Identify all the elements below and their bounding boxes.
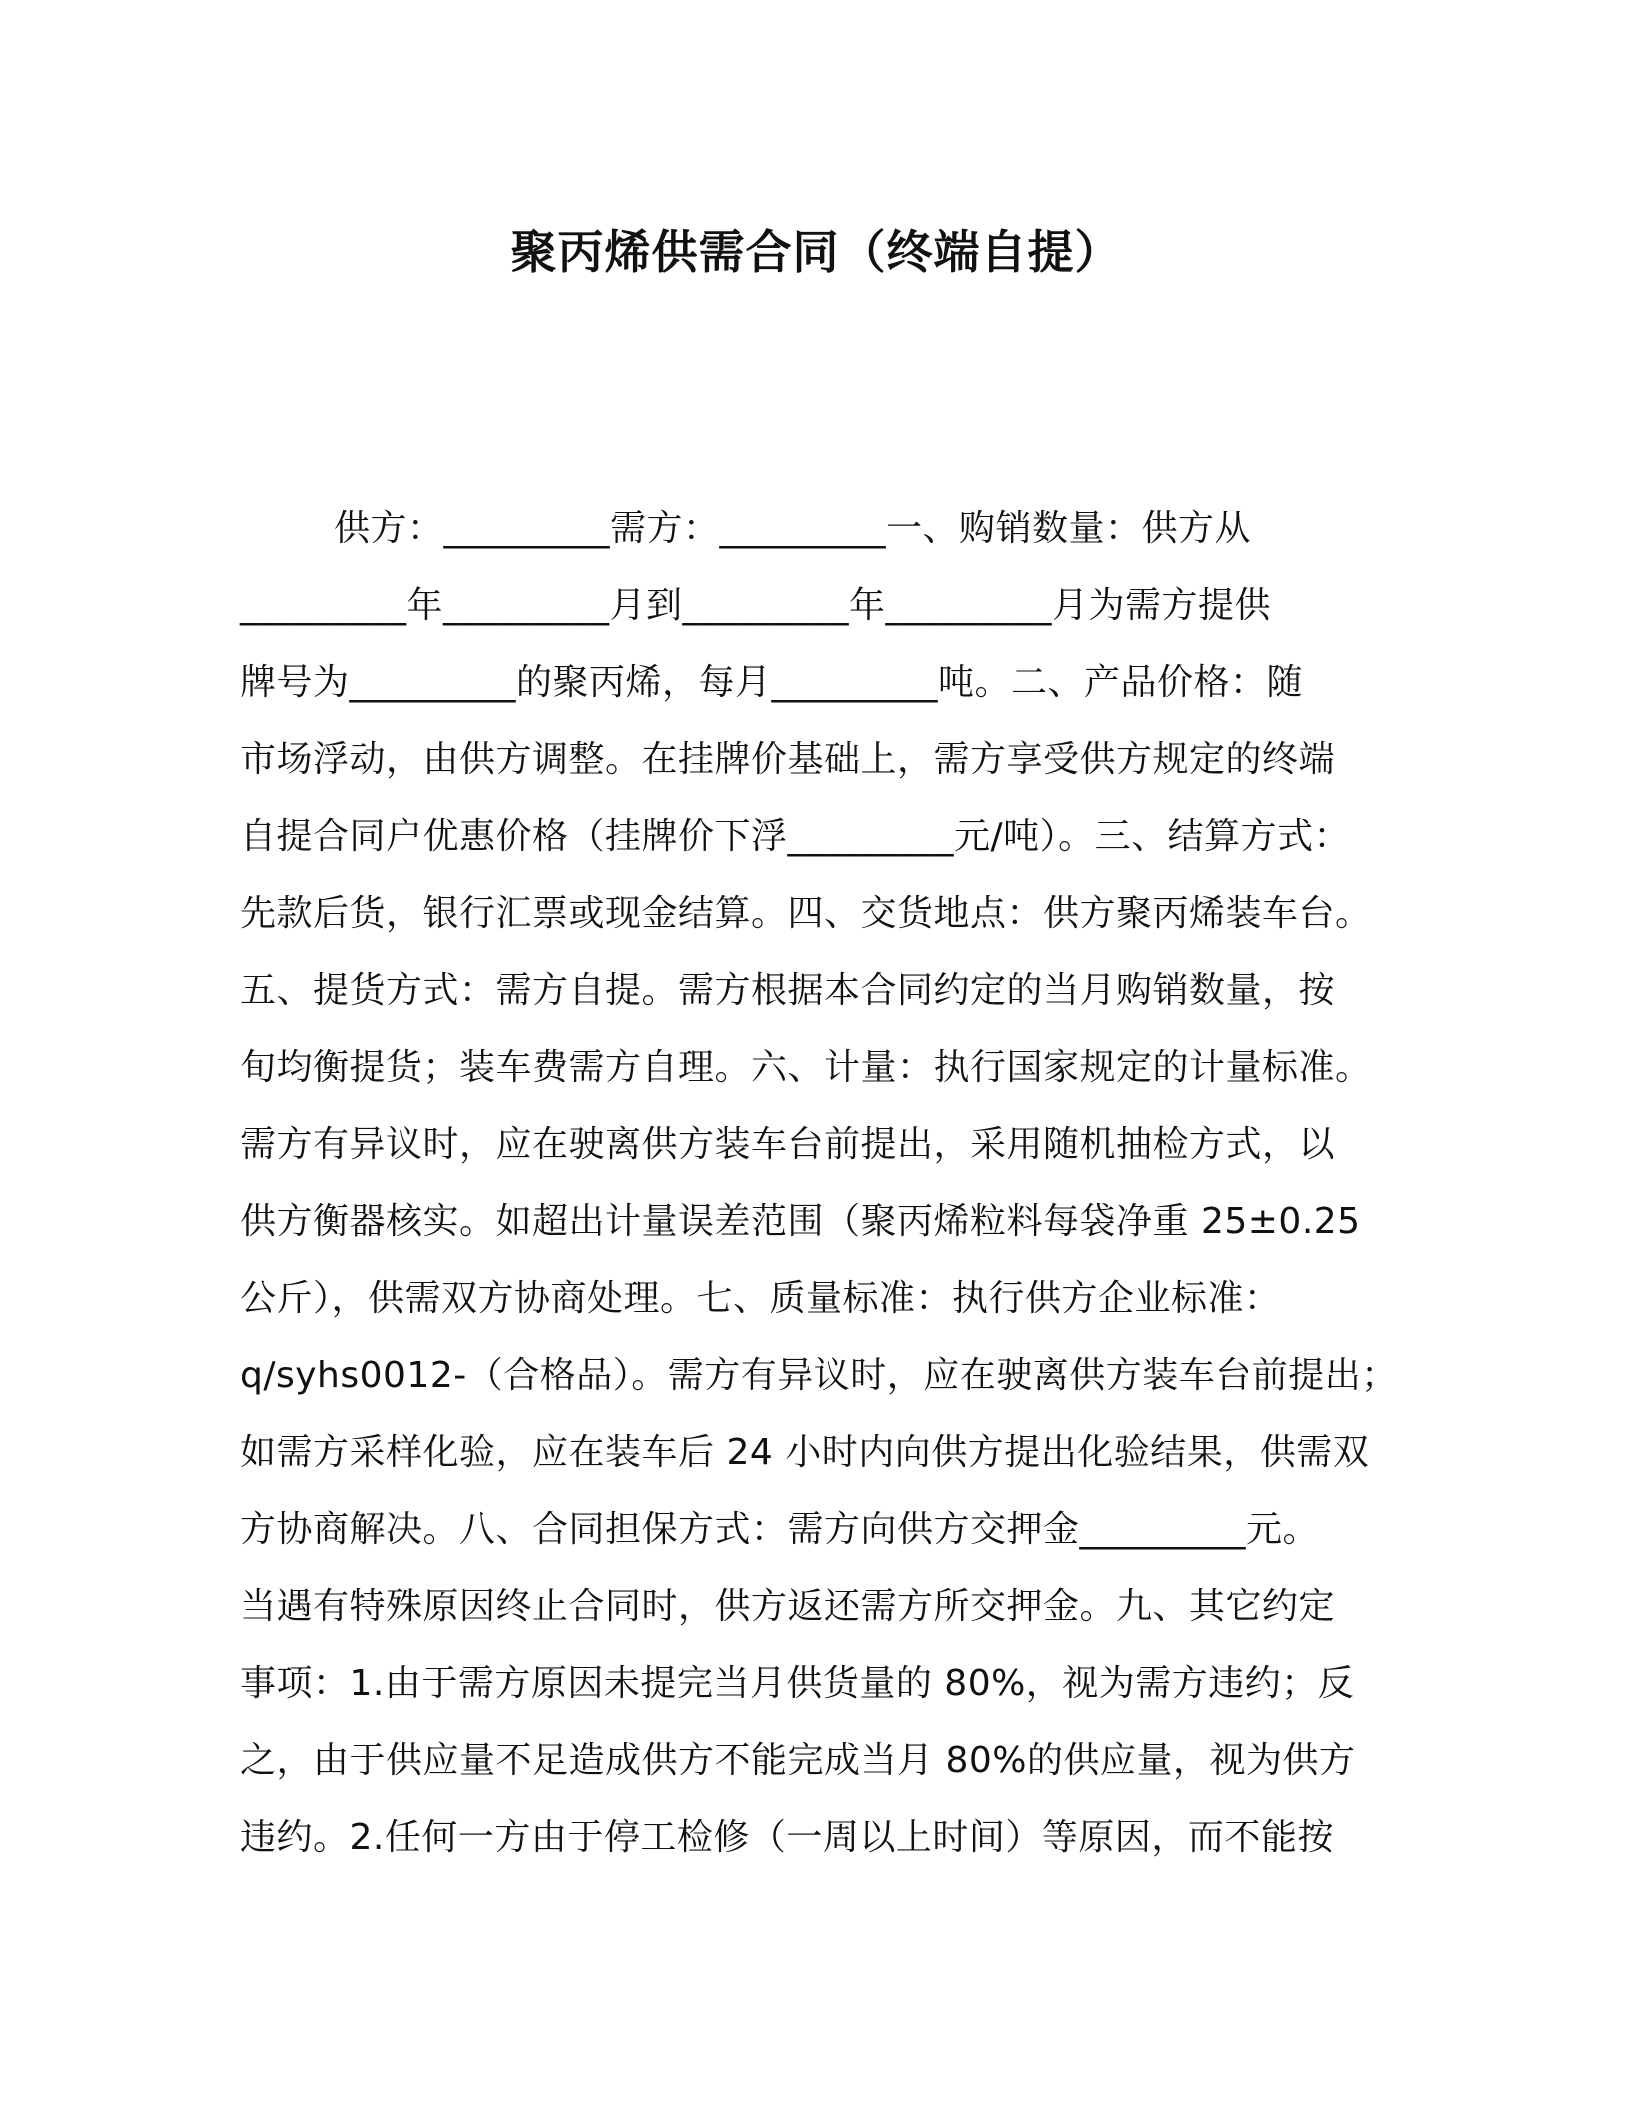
body-line-9: 需方有异议时，应在驶离供方装车台前提出，采用随机抽检方式，以 bbox=[240, 1124, 1336, 1165]
body-line-15: 当遇有特殊原因终止合同时，供方返还需方所交押金。九、其它约定 bbox=[240, 1586, 1336, 1627]
body-line-14: 方协商解决。八、合同担保方式：需方向供方交押金_________元。 bbox=[240, 1509, 1320, 1550]
body-line-3: 牌号为_________的聚丙烯，每月_________吨。二、产品价格：随 bbox=[240, 662, 1304, 703]
body-line-4: 市场浮动，由供方调整。在挂牌价基础上，需方享受供方规定的终端 bbox=[240, 739, 1336, 780]
body-line-12: q/syhs0012-（合格品）。需方有异议时，应在驶离供方装车台前提出； bbox=[240, 1355, 1398, 1396]
body-line-7: 五、提货方式：需方自提。需方根据本合同约定的当月购销数量，按 bbox=[240, 970, 1336, 1011]
body-line-5: 自提合同户优惠价格（挂牌价下浮_________元/吨）。三、结算方式： bbox=[240, 816, 1351, 857]
document-title: 聚丙烯供需合同（终端自提） bbox=[510, 225, 1122, 279]
body-line-16: 事项：1.由于需方原因未提完当月供货量的 80%，视为需方违约；反 bbox=[240, 1663, 1355, 1704]
body-line-6: 先款后货，银行汇票或现金结算。四、交货地点：供方聚丙烯装车台。 bbox=[240, 893, 1372, 934]
document-body bbox=[240, 490, 1420, 1876]
body-line-2: _________年_________月到_________年_________月为需方提供 bbox=[240, 585, 1272, 626]
body-line-13: 如需方采样化验，应在装车后 24 小时内向供方提出化验结果，供需双 bbox=[240, 1432, 1370, 1473]
body-line-18: 违约。2.任何一方由于停工检修（一周以上时间）等原因，而不能按 bbox=[240, 1817, 1334, 1858]
body-line-8: 旬均衡提货；装车费需方自理。六、计量：执行国家规定的计量标准。 bbox=[240, 1047, 1372, 1088]
body-line-17: 之，由于供应量不足造成供方不能完成当月 80%的供应量，视为供方 bbox=[240, 1740, 1356, 1781]
body-line-1: 供方：_________需方：_________一、购销数量：供方从 bbox=[334, 508, 1252, 549]
body-line-10: 供方衡器核实。如超出计量误差范围（聚丙烯粒料每袋净重 25±0.25 bbox=[240, 1201, 1361, 1242]
body-line-11: 公斤），供需双方协商处理。七、质量标准：执行供方企业标准： bbox=[240, 1278, 1281, 1319]
